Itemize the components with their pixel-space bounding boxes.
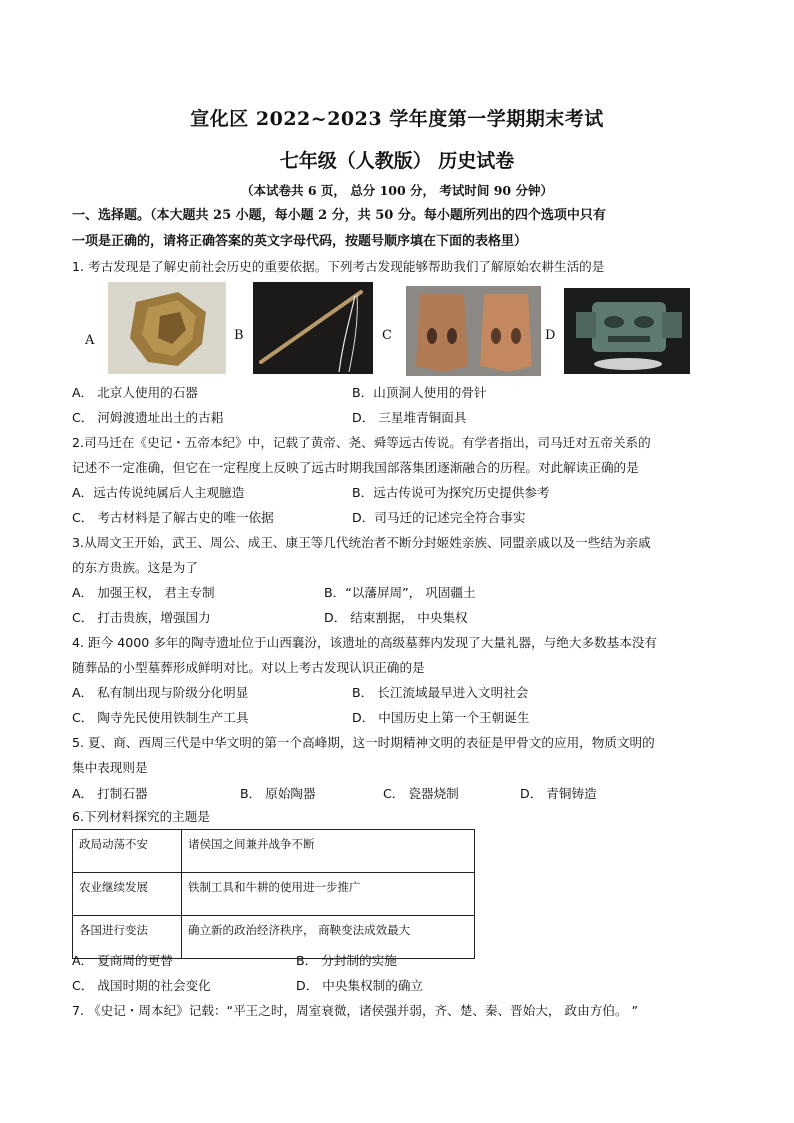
q1-image-label-a: A <box>85 333 95 348</box>
q2-option-b: B．远古传说可为探究历史提供参考 <box>352 485 550 500</box>
table-cell: 政局动荡不安 <box>73 830 182 873</box>
q4-option-b: B． 长江流域最早进入文明社会 <box>352 685 529 700</box>
q6-option-a: A． 夏商周的更替 <box>72 953 173 968</box>
q7-stem-line1: 7. 《史记・周本纪》记载：“平王之时，周室衰微，诸侯强并弱，齐、楚、秦、晋始大， 政由方伯。 ” <box>72 1003 639 1018</box>
q5-option-a: A． 打制石器 <box>72 786 148 801</box>
q4-stem-line2: 随葬品的小型墓葬形成鲜明对比。对以上考古发现认识正确的是 <box>72 660 425 675</box>
q6-option-c: C． 战国时期的社会变化 <box>72 978 211 993</box>
q1-image-label-c: C <box>382 328 392 343</box>
q1-option-b: B．山顶洞人使用的骨针 <box>352 385 487 400</box>
q4-stem-line1: 4. 距今 4000 多年的陶寺遗址位于山西襄汾，该遗址的高级墓葬内发现了大量礼器，与绝大多数基本没有 <box>72 635 658 650</box>
q4-option-c: C． 陶寺先民使用铁制生产工具 <box>72 710 249 725</box>
table-cell: 铁制工具和牛耕的使用进一步推广 <box>182 873 475 916</box>
q1-image-label-b: B <box>234 328 244 343</box>
q6-stem: 6.下列材料探究的主题是 <box>72 809 210 824</box>
q1-option-d: D． 三星堆青铜面具 <box>352 410 467 425</box>
q3-option-d: D． 结束割据， 中央集权 <box>324 610 468 625</box>
q1-image-bronze-mask <box>564 288 690 374</box>
q1-image-label-d: D <box>545 328 556 343</box>
q3-option-c: C． 打击贵族，增强国力 <box>72 610 211 625</box>
q5-stem-line1: 5. 夏、商、西周三代是中华文明的第一个高峰期，这一时期精神文明的表征是甲骨文的应用，物质文明的 <box>72 735 655 750</box>
q5-option-c: C． 瓷器烧制 <box>383 786 459 801</box>
q1-stem: 1. 考古发现是了解史前社会历史的重要依据。下列考古发现能够帮助我们了解原始农耕生活的是 <box>72 259 605 274</box>
q6-option-d: D． 中央集权制的确立 <box>296 978 424 993</box>
exam-note: （本试卷共 6 页， 总分 100 分， 考试时间 90 分钟） <box>240 183 553 198</box>
q2-stem-line2: 记述不一定准确，但它在一定程度上反映了远古时期我国部落集团逐渐融合的历程。对此解读正确的是 <box>72 460 639 475</box>
q1-image-stone-tool <box>108 282 226 374</box>
table-cell: 确立新的政治经济秩序， 商鞅变法成效最大 <box>182 916 475 959</box>
q2-stem-line1: 2.司马迁在《史记・五帝本纪》中，记载了黄帝、尧、舜等远古传说。有学者指出，司马迁对五帝关系的 <box>72 435 651 450</box>
q2-option-d: D．司马迁的记述完全符合事实 <box>352 510 526 525</box>
q6-option-b: B． 分封制的实施 <box>296 953 397 968</box>
exam-title: 宣化区 2022~2023 学年度第一学期期末考试 <box>190 108 604 130</box>
q5-option-b: B． 原始陶器 <box>240 786 316 801</box>
q6-material-table <box>72 829 475 959</box>
q4-option-a: A． 私有制出现与阶级分化明显 <box>72 685 249 700</box>
section-heading-line1: 一、选择题。（本大题共 25 小题，每小题 2 分，共 50 分。每小题所列出的四个选项中只有 <box>72 208 606 223</box>
q3-option-b: B．“以藩屏周”， 巩固疆土 <box>324 585 476 600</box>
section-heading-line2: 一项是正确的，请将正确答案的英文字母代码，按题号顺序填在下面的表格里） <box>72 234 528 249</box>
q5-stem-line2: 集中表现则是 <box>72 760 148 775</box>
table-cell: 诸侯国之间兼并战争不断 <box>182 830 475 873</box>
q1-option-c: C． 河姆渡遗址出土的古耜 <box>72 410 224 425</box>
q5-option-d: D． 青铜铸造 <box>520 786 597 801</box>
exam-subtitle: 七年级（人教版） 历史试卷 <box>279 150 515 172</box>
q2-option-c: C． 考古材料是了解古史的唯一依据 <box>72 510 274 525</box>
table-cell: 农业继续发展 <box>73 873 182 916</box>
q4-option-d: D． 中国历史上第一个王朝诞生 <box>352 710 530 725</box>
q1-image-bone-needle <box>253 282 373 374</box>
q1-image-bone-spade <box>406 286 541 376</box>
table-row <box>73 830 475 873</box>
q1-option-a: A． 北京人使用的石器 <box>72 385 198 400</box>
table-row <box>73 873 475 916</box>
q3-stem-line1: 3.从周文王开始，武王、周公、成王、康王等几代统治者不断分封姬姓亲族、同盟亲戚以及一些结为亲戚 <box>72 535 651 550</box>
q3-stem-line2: 的东方贵族。这是为了 <box>72 560 198 575</box>
q3-option-a: A． 加强王权， 君主专制 <box>72 585 215 600</box>
q2-option-a: A．远古传说纯属后人主观臆造 <box>72 485 245 500</box>
table-cell: 各国进行变法 <box>73 916 182 959</box>
